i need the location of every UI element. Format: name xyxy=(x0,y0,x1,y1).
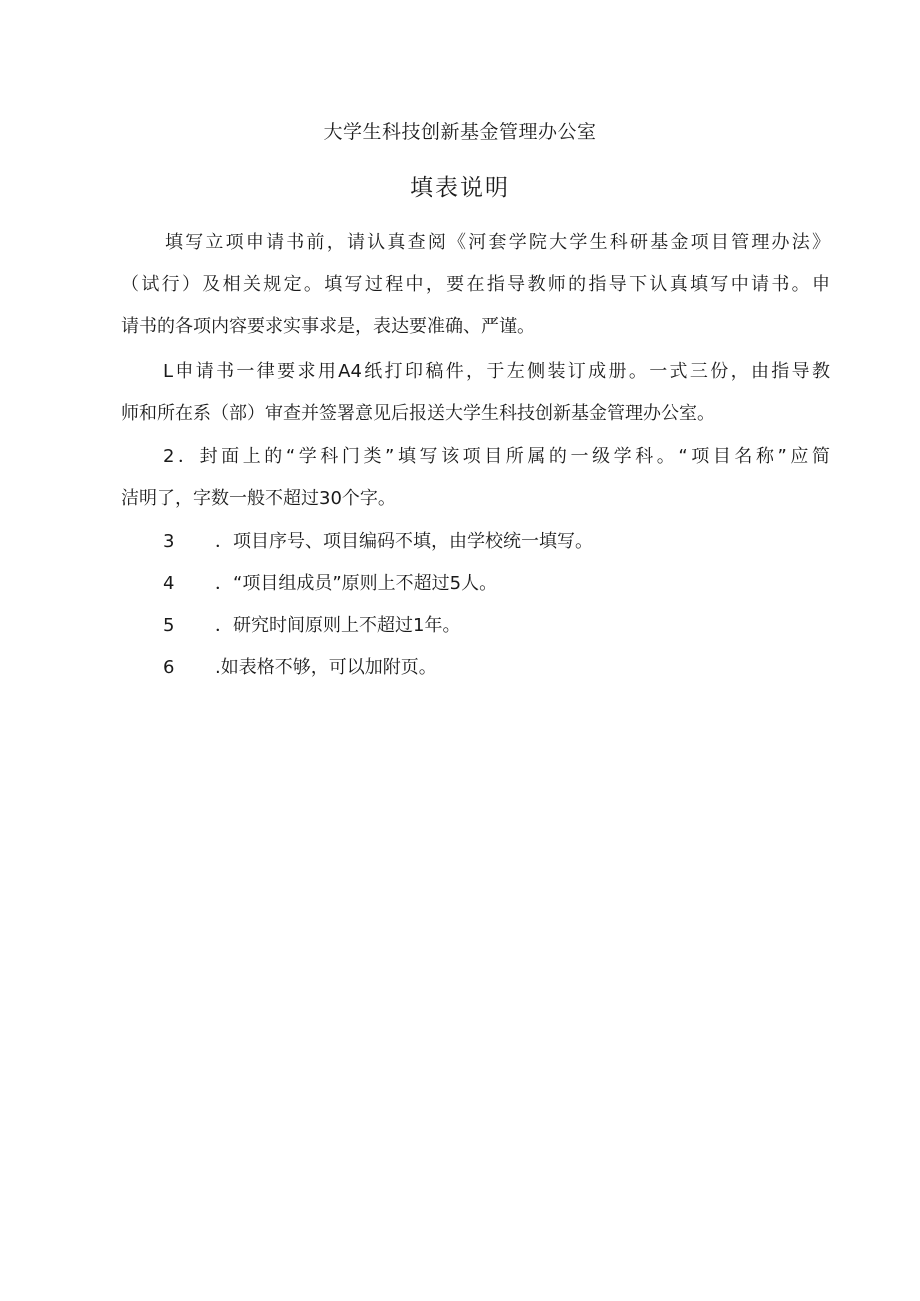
list-item xyxy=(163,654,437,682)
item-text: ．研究时间原则上不超过1年。 xyxy=(215,615,461,636)
page-title: 填表说明 xyxy=(410,175,510,201)
item-1-line-2: 师和所在系（部）审查并签署意见后报送大学生科技创新基金管理办公室。 xyxy=(121,403,715,424)
item-number: 3 xyxy=(163,531,175,552)
intro-line-1: 填写立项申请书前，请认真查阅《河套学院大学生科研基金项目管理办法》 xyxy=(165,232,830,253)
intro-line-2: （试行）及相关规定。填写过程中，要在指导教师的指导下认真填写中请书。申 xyxy=(121,274,830,295)
list-item xyxy=(163,570,497,598)
item-2-line-1: 2．封面上的“学科门类”填写该项目所属的一级学科。“项目名称”应简 xyxy=(163,446,830,467)
office-heading: 大学生科技创新基金管理办公室 xyxy=(323,121,597,143)
item-number: 5 xyxy=(163,615,175,636)
list-item xyxy=(163,528,593,556)
item-text: .如表格不够，可以加附页。 xyxy=(215,657,437,678)
item-number: 4 xyxy=(163,573,175,594)
intro-line-3: 请书的各项内容要求实事求是，表达要准确、严谨。 xyxy=(121,316,535,337)
item-text: ．项目序号、项目编码不填，由学校统一填写。 xyxy=(215,531,593,552)
item-2-line-2: 洁明了，字数一般不超过30个字。 xyxy=(121,488,396,509)
list-item xyxy=(163,612,460,640)
item-number: 6 xyxy=(163,657,175,678)
item-text: ．“项目组成员”原则上不超过5人。 xyxy=(215,573,498,594)
item-1-line-1: L申请书一律要求用A4纸打印稿件，于左侧装订成册。一式三份，由指导教 xyxy=(163,361,830,382)
